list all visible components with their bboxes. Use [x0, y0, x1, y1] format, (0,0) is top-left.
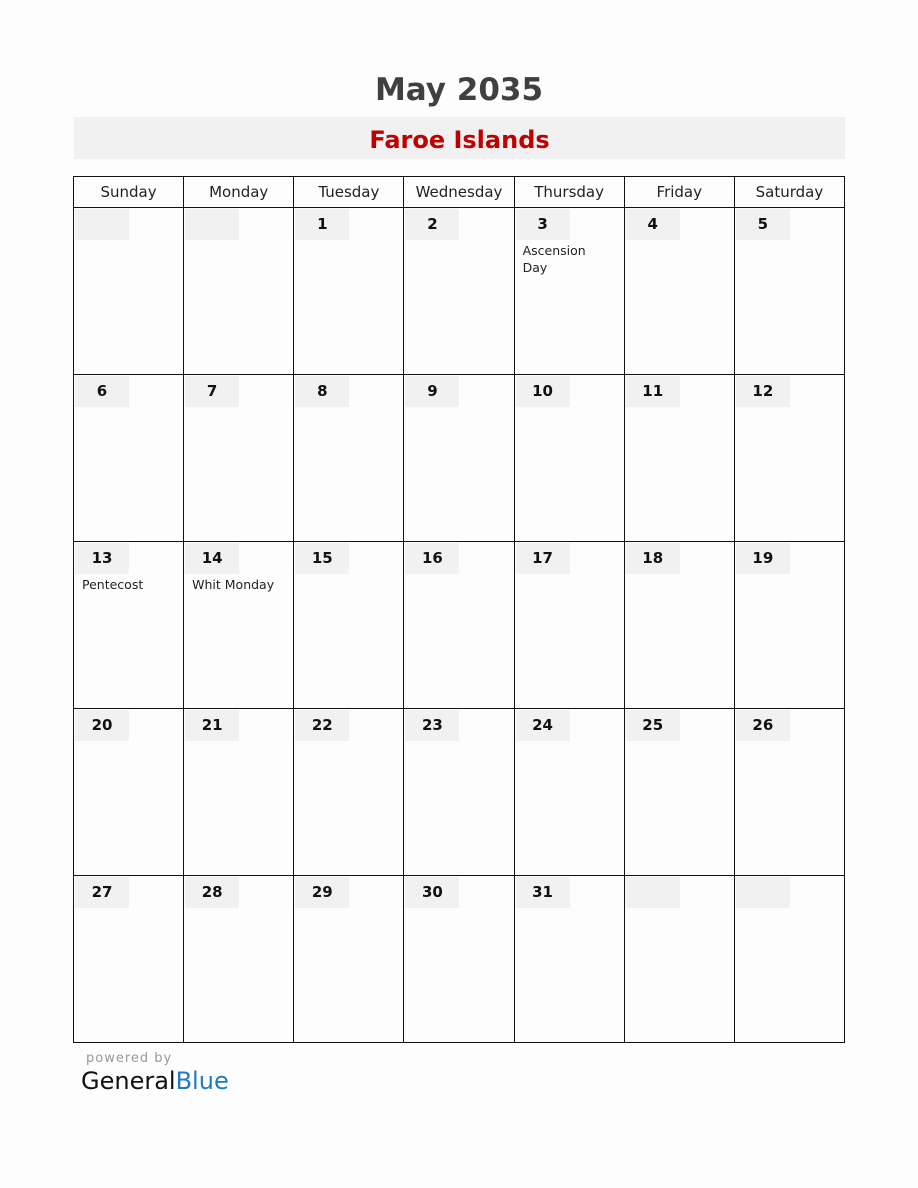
day-cell[interactable]: [294, 208, 404, 375]
day-cell[interactable]: [404, 709, 514, 876]
day-number: 24: [516, 710, 570, 741]
day-cell[interactable]: [74, 375, 184, 542]
day-number: 17: [516, 543, 570, 574]
day-cell[interactable]: [624, 375, 734, 542]
day-cell[interactable]: [294, 876, 404, 1043]
day-cell[interactable]: [404, 542, 514, 709]
day-number: 30: [405, 877, 459, 908]
day-cell[interactable]: [294, 375, 404, 542]
day-cell[interactable]: [624, 876, 734, 1043]
weekday-tuesday: Tuesday: [294, 177, 404, 208]
day-number: 13: [75, 543, 129, 574]
weekday-monday: Monday: [184, 177, 294, 208]
country-name: Faroe Islands: [369, 126, 550, 154]
day-cell[interactable]: [74, 709, 184, 876]
day-number: 16: [405, 543, 459, 574]
day-cell[interactable]: [514, 876, 624, 1043]
day-cell[interactable]: [624, 542, 734, 709]
day-cell[interactable]: [184, 709, 294, 876]
day-cell[interactable]: [514, 542, 624, 709]
weekday-friday: Friday: [624, 177, 734, 208]
day-number: 4: [626, 209, 680, 240]
day-cell[interactable]: [734, 709, 844, 876]
day-cell[interactable]: [184, 876, 294, 1043]
day-cell[interactable]: [734, 876, 844, 1043]
day-number: [75, 209, 129, 240]
day-number: 22: [295, 710, 349, 741]
day-number: 2: [405, 209, 459, 240]
month-title: May 2035: [374, 72, 544, 108]
day-cell[interactable]: [74, 542, 184, 709]
weekday-saturday: Saturday: [734, 177, 844, 208]
day-number: 7: [185, 376, 239, 407]
day-cell[interactable]: [514, 208, 624, 375]
day-cell[interactable]: [184, 208, 294, 375]
day-number: [626, 877, 680, 908]
day-cell[interactable]: [404, 208, 514, 375]
day-number: 5: [736, 209, 790, 240]
day-cell[interactable]: [184, 542, 294, 709]
holiday-label: Whit Monday: [192, 577, 275, 592]
week-row: [74, 375, 845, 542]
weekday-sunday: Sunday: [74, 177, 184, 208]
day-number: 25: [626, 710, 680, 741]
day-number: 8: [295, 376, 349, 407]
day-number: 23: [405, 710, 459, 741]
day-number: 27: [75, 877, 129, 908]
day-cell[interactable]: [734, 542, 844, 709]
day-number: 19: [736, 543, 790, 574]
day-number: 15: [295, 543, 349, 574]
weekday-thursday: Thursday: [514, 177, 624, 208]
country-banner: [74, 117, 845, 159]
day-number: 10: [516, 376, 570, 407]
day-cell[interactable]: [514, 375, 624, 542]
holiday-label: Ascension Day: [522, 243, 586, 275]
week-row: [74, 876, 845, 1043]
day-number: 20: [75, 710, 129, 741]
day-number: 21: [185, 710, 239, 741]
brand-blue: Blue: [175, 1067, 229, 1095]
day-number: 26: [736, 710, 790, 741]
day-number: [736, 877, 790, 908]
day-number: 11: [626, 376, 680, 407]
day-cell[interactable]: [74, 876, 184, 1043]
day-cell[interactable]: [514, 709, 624, 876]
day-cell[interactable]: [624, 208, 734, 375]
holiday-label: Pentecost: [82, 577, 144, 592]
day-cell[interactable]: [404, 375, 514, 542]
day-cell[interactable]: [734, 375, 844, 542]
powered-by-label: powered by: [86, 1051, 173, 1066]
generalblue-logo[interactable]: [81, 1067, 229, 1095]
day-cell[interactable]: [294, 542, 404, 709]
day-number: 6: [75, 376, 129, 407]
day-number: 1: [295, 209, 349, 240]
day-number: 12: [736, 376, 790, 407]
week-row: [74, 542, 845, 709]
day-number: 3: [516, 209, 570, 240]
day-cell[interactable]: [74, 208, 184, 375]
day-number: 9: [405, 376, 459, 407]
weekday-wednesday: Wednesday: [404, 177, 514, 208]
day-number: 14: [185, 543, 239, 574]
weekday-header-row: [74, 177, 845, 208]
day-cell[interactable]: [624, 709, 734, 876]
calendar-grid: [73, 176, 845, 1043]
brand-general: General: [81, 1067, 176, 1095]
day-number: 28: [185, 877, 239, 908]
day-cell[interactable]: [734, 208, 844, 375]
week-row: [74, 709, 845, 876]
week-row: [74, 208, 845, 375]
day-cell[interactable]: [294, 709, 404, 876]
day-number: 18: [626, 543, 680, 574]
day-cell[interactable]: [404, 876, 514, 1043]
day-cell[interactable]: [184, 375, 294, 542]
day-number: [185, 209, 239, 240]
day-number: 29: [295, 877, 349, 908]
day-number: 31: [516, 877, 570, 908]
